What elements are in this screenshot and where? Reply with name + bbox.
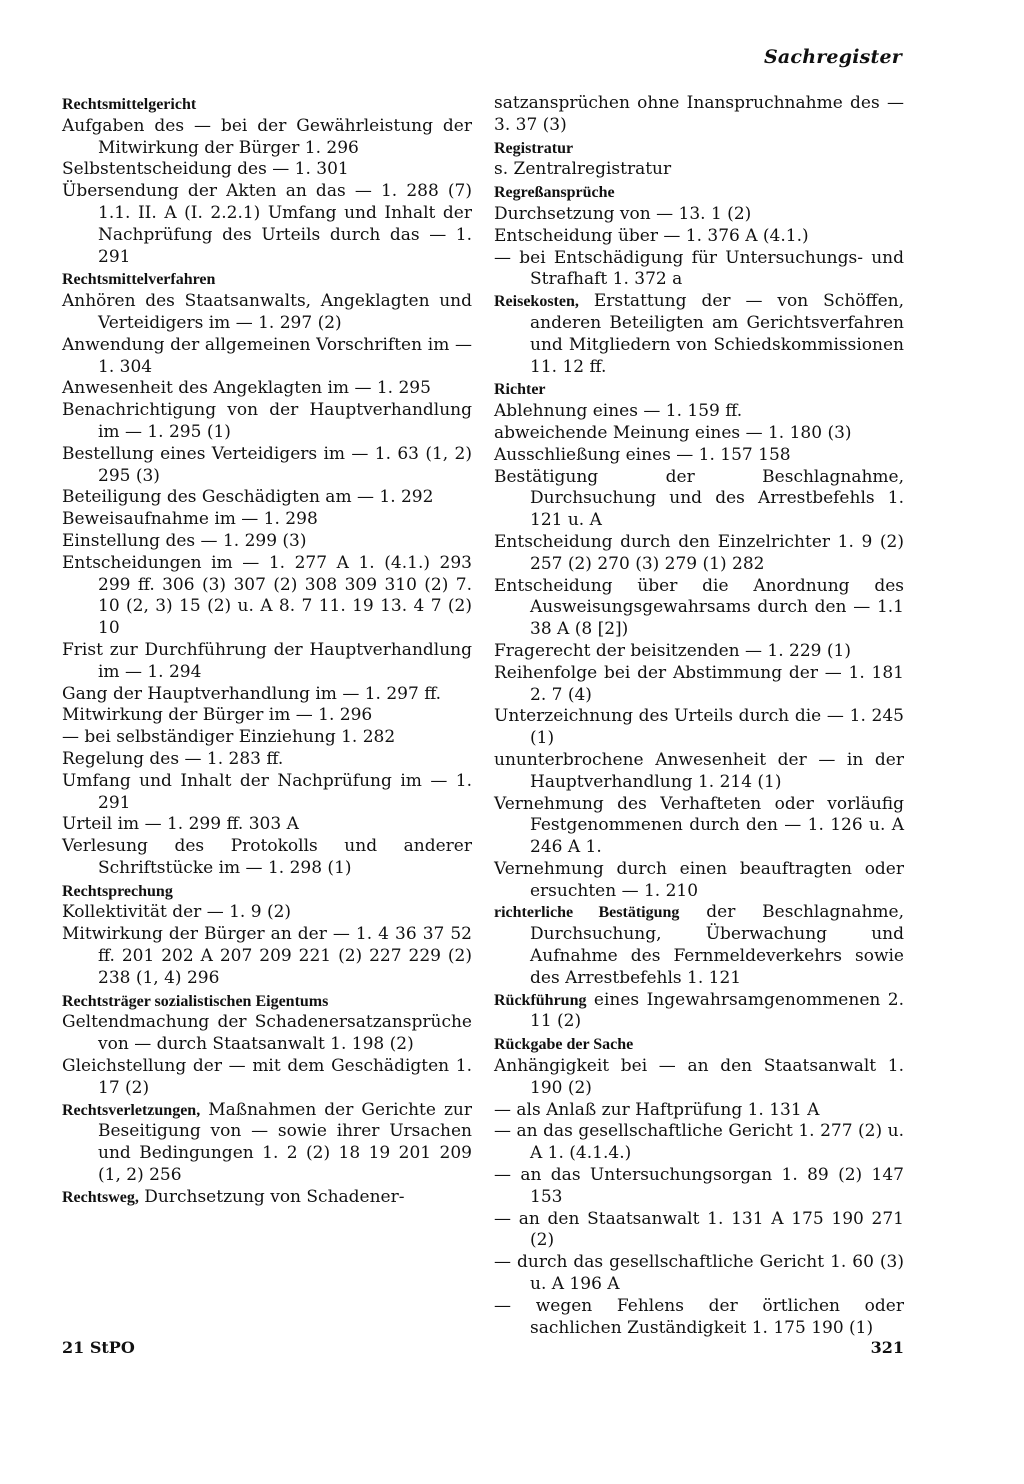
index-subentry: Einstellung des — 1. 299 (3) <box>62 530 307 551</box>
index-entry <box>494 990 904 1034</box>
index-heading: Registratur <box>494 139 574 157</box>
index-heading: Rechtsmittelgericht <box>62 96 197 113</box>
index-subentry: ununterbrochene Anwesenheit der — in der Hauptverhandlung 1. 214 (1) <box>494 749 904 792</box>
index-entry-text: eines Ingewahrsamgenommenen 2. 11 (2) <box>530 989 904 1032</box>
index-subentry: Anwesenheit des Angeklagten im — 1. 295 <box>62 378 431 399</box>
index-heading: Regreßansprüche <box>494 184 615 202</box>
index-heading: Rechtsträger sozialistischen Eigentums <box>62 992 329 1010</box>
index-heading: Rechtsprechung <box>62 882 173 900</box>
index-column-right <box>494 93 904 1339</box>
index-subentry: Fragerecht der beisitzenden — 1. 229 (1) <box>494 640 851 661</box>
index-subentry: Mitwirkung der Bürger im — 1. 296 <box>62 705 373 726</box>
index-entry <box>62 1100 472 1187</box>
index-entry <box>494 902 904 989</box>
index-entry <box>62 1187 472 1209</box>
index-subentry: — durch das gesellschaftliche Gericht 1. 60 (3) u. A 196 A <box>494 1252 904 1295</box>
index-subentry: Entscheidung über die Anordnung des Ausweisungsgewahrsams durch den — 1.1 38 A (8 [2]) <box>494 575 904 640</box>
index-heading: Rechtsmittelverfahren <box>62 271 216 289</box>
index-subentry: Unterzeichnung des Urteils durch die — 1. 245 (1) <box>494 706 904 749</box>
index-subentry: Gleichstellung der — mit dem Geschädigten 1. 17 (2) <box>62 1056 472 1098</box>
index-subentry: Aufgaben des — bei der Gewährleistung der Mitwirkung der Bürger 1. 296 <box>62 115 472 158</box>
index-subentry: Geltendmachung der Schadenersatzansprüche von — durch Staatsanwalt 1. 198 (2) <box>62 1012 472 1055</box>
index-subentry: Entscheidung durch den Einzelrichter 1. 9 (2) 257 (2) 270 (3) 279 (1) 282 <box>494 531 904 574</box>
index-subentry: Entscheidungen im — 1. 277 A 1. (4.1.) 293 299 ff. 306 (3) 307 (2) 308 309 310 (2) 7. 10 (2, 3) 15 (2) u. A 8. 7 11. 19 13. 4 7 (2) 10 <box>62 552 472 639</box>
running-head: Sachregister <box>764 46 902 68</box>
index-subentry: Bestellung eines Verteidigers im — 1. 63 (1, 2) 295 (3) <box>62 443 472 486</box>
index-subentry: Verlesung des Protokolls und anderer Schriftstücke im — 1. 298 (1) <box>62 836 472 878</box>
index-heading: Rechtsverletzungen, <box>62 1101 201 1119</box>
index-subentry: Anhören des Staatsanwalts, Angeklagten und Verteidigers im — 1. 297 (2) <box>62 291 472 333</box>
index-subentry: — an das Untersuchungsorgan 1. 89 (2) 147 153 <box>494 1165 904 1207</box>
index-subentry: Selbstentscheidung des — 1. 301 <box>62 159 349 180</box>
index-heading: richterliche Bestätigung <box>494 904 680 922</box>
index-subentry: Benachrichtigung von der Hauptverhandlung im — 1. 295 (1) <box>62 400 472 442</box>
index-subentry: Kollektivität der — 1. 9 (2) <box>62 902 292 923</box>
index-subentry: Mitwirkung der Bürger an der — 1. 4 36 37 52 ff. 201 202 A 207 209 221 (2) 227 229 (2) 238 (1, 4) 296 <box>62 924 472 988</box>
index-subentry: s. Zentralregistratur <box>494 159 672 180</box>
index-entry-continuation: satzansprüchen ohne Inanspruchnahme des — 3. 37 (3) <box>494 93 904 135</box>
index-subentry: Anhängigkeit bei — an den Staatsanwalt 1. 190 (2) <box>494 1056 904 1098</box>
index-subentry: Umfang und Inhalt der Nachprüfung im — 1. 291 <box>62 770 472 813</box>
index-heading: Rückführung <box>494 991 587 1009</box>
index-heading: Richter <box>494 381 546 399</box>
index-subentry: — an den Staatsanwalt 1. 131 A 175 190 271 (2) <box>494 1208 904 1251</box>
index-subentry: Vernehmung des Verhafteten oder vorläufig Festgenommenen durch den — 1. 126 u. A 246 A 1. <box>494 793 904 858</box>
index-subentry: Anwendung der allgemeinen Vorschriften im — 1. 304 <box>62 334 472 377</box>
index-subentry: Ausschließung eines — 1. 157 158 <box>494 444 791 465</box>
sheet-signature: 21 StPO <box>62 1338 135 1357</box>
index-subentry: Übersendung der Akten an das — 1. 288 (7) 1.1. II. A (I. 2.2.1) Umfang und Inhalt der Nachprüfung des Urteils durch das — 1. 291 <box>62 181 472 267</box>
index-subentry: abweichende Meinung eines — 1. 180 (3) <box>494 422 852 443</box>
index-subentry: Ablehnung eines — 1. 159 ff. <box>494 401 743 422</box>
index-subentry: Entscheidung über — 1. 376 A (4.1.) <box>494 225 809 246</box>
index-subentry: Urteil im — 1. 299 ff. 303 A <box>62 814 299 835</box>
index-heading: Reisekosten, <box>494 293 579 311</box>
index-heading: Rückgabe der Sache <box>494 1036 634 1054</box>
index-heading: Rechtsweg, <box>62 1188 139 1206</box>
index-subentry: Bestätigung der Beschlagnahme, Durchsuchung und des Arrestbefehls 1. 121 u. A <box>494 466 904 531</box>
index-entry-text: Erstattung der — von Schöffen, anderen Beteiligten am Gerichtsverfahren und Mitgliedern von Schiedskommissionen 11. 12 ff. <box>530 291 904 377</box>
index-subentry: Frist zur Durchführung der Hauptverhandlung im — 1. 294 <box>62 639 472 682</box>
index-subentry: Durchsetzung von — 13. 1 (2) <box>494 203 752 224</box>
index-subentry: — wegen Fehlens der örtlichen oder sachlichen Zuständigkeit 1. 175 190 (1) <box>494 1295 904 1338</box>
index-column-left <box>62 93 472 1209</box>
index-subentry: Beteiligung des Geschädigten am — 1. 292 <box>62 487 434 508</box>
index-subentry: Reihenfolge bei der Abstimmung der — 1. 181 2. 7 (4) <box>494 662 904 705</box>
index-subentry: Vernehmung durch einen beauftragten oder ersuchten — 1. 210 <box>494 858 904 901</box>
index-subentry: Beweisaufnahme im — 1. 298 <box>62 509 318 530</box>
index-subentry: — bei Entschädigung für Untersuchungs- und Strafhaft 1. 372 a <box>494 247 904 290</box>
index-subentry: — als Anlaß zur Haftprüfung 1. 131 A <box>494 1099 820 1120</box>
index-subentry: — an das gesellschaftliche Gericht 1. 277 (2) u. A 1. (4.1.4.) <box>494 1121 904 1164</box>
index-subentry: — bei selbständiger Einziehung 1. 282 <box>62 727 396 748</box>
index-entry-text: Maßnahmen der Gerichte zur Beseitigung von — sowie ihrer Ursachen und Bedingungen 1. 2 (2) 18 19 201 209 (1, 2) 256 <box>98 1099 472 1186</box>
index-entry-text: Durchsetzung von Schadener- <box>138 1186 405 1207</box>
page-number: 321 <box>870 1338 904 1357</box>
index-subentry: Gang der Hauptverhandlung im — 1. 297 ff. <box>62 683 442 704</box>
index-entry-text: der Beschlagnahme, Durchsuchung, Überwachung und Aufnahme des Fernmeldeverkehrs sowie des Arrestbefehls 1. 121 <box>530 902 905 988</box>
index-entry <box>494 291 904 378</box>
index-subentry: Regelung des — 1. 283 ff. <box>62 748 284 769</box>
